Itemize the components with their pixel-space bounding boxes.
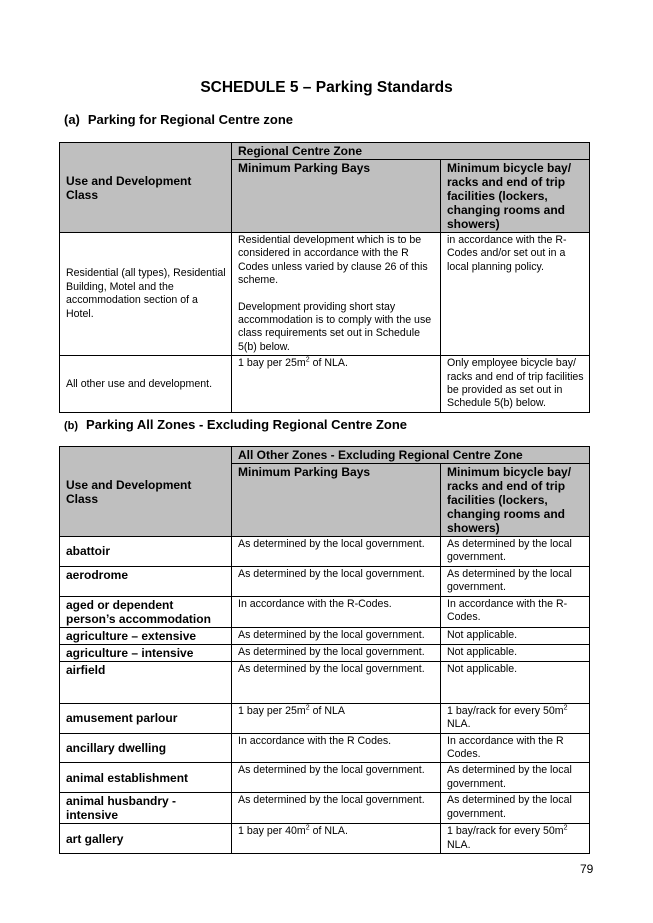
zone-header: Regional Centre Zone xyxy=(232,143,590,160)
bicycle-cell: As determined by the local government. xyxy=(441,566,590,596)
section-b-label: (b) xyxy=(64,420,79,432)
use-class-cell: art gallery xyxy=(60,824,232,854)
parking-cell: In accordance with the R-Codes. xyxy=(232,596,441,627)
table-row xyxy=(60,763,590,793)
bicycle-cell: As determined by the local government. xyxy=(441,763,590,793)
bicycle-cell: 1 bay/rack for every $50m^2$ NLA. xyxy=(441,824,590,854)
use-class-cell: Residential (all types), Residential Building, Motel and the accommodation section of a Hotel. xyxy=(60,233,232,356)
bicycle-cell: In accordance with the R-Codes. xyxy=(441,596,590,627)
bicycle-cell: 1 bay/rack for every $50m^2$ NLA. xyxy=(441,703,590,733)
use-class-cell: abattoir xyxy=(60,537,232,567)
parking-cell: As determined by the local government. xyxy=(232,661,441,703)
parking-column-header: Minimum Parking Bays xyxy=(232,160,441,233)
table-row xyxy=(60,356,590,413)
table-row xyxy=(60,537,590,567)
bicycle-cell: As determined by the local government. xyxy=(441,793,590,824)
bicycle-cell: As determined by the local government. xyxy=(441,537,590,567)
parking-cell: As determined by the local government. xyxy=(232,537,441,567)
section-a-label: (a) xyxy=(64,112,80,127)
table-row xyxy=(60,661,590,703)
parking-cell xyxy=(232,233,441,356)
parking-cell: As determined by the local government. xyxy=(232,763,441,793)
table-row xyxy=(60,733,590,763)
table-row xyxy=(60,793,590,824)
table-row xyxy=(60,627,590,644)
bicycle-cell: Not applicable. xyxy=(441,627,590,644)
use-class-cell: amusement parlour xyxy=(60,703,232,733)
bicycle-cell: In accordance with the R Codes. xyxy=(441,733,590,763)
table-row xyxy=(60,566,590,596)
parking-cell: As determined by the local government. xyxy=(232,566,441,596)
section-a-heading xyxy=(64,112,293,127)
use-class-cell: aged or dependent person’s accommodation xyxy=(60,596,232,627)
table-row xyxy=(60,596,590,627)
use-class-cell: airfield xyxy=(60,661,232,703)
parking-paragraph: Residential development which is to be considered in accordance with the R Codes unless varied by clause 26 of this scheme. xyxy=(238,234,428,287)
bicycle-cell: Not applicable. xyxy=(441,661,590,703)
use-class-cell: animal husbandry - intensive xyxy=(60,793,232,824)
parking-cell: In accordance with the R Codes. xyxy=(232,733,441,763)
use-class-cell: agriculture – intensive xyxy=(60,644,232,661)
table-row xyxy=(60,233,590,356)
all-zones-parking-table xyxy=(59,446,590,854)
parking-column-header: Minimum Parking Bays xyxy=(232,464,441,537)
use-class-cell: animal establishment xyxy=(60,763,232,793)
page-title: SCHEDULE 5 – Parking Standards xyxy=(200,79,453,96)
parking-cell: As determined by the local government. xyxy=(232,793,441,824)
section-b-heading xyxy=(64,417,407,432)
regional-centre-parking-table xyxy=(59,142,590,413)
parking-paragraph: Development providing short stay accommodation is to comply with the use class requirements set out in Schedule 5(b) below. xyxy=(238,300,432,353)
bicycle-cell: in accordance with the R-Codes and/or set out in a local planning policy. xyxy=(441,233,590,356)
bicycle-cell: Only employee bicycle bay/ racks and end of trip facilities be provided as set out in Schedule 5(b) below. xyxy=(441,356,590,413)
parking-cell: 1 bay per $25m^2$ of NLA xyxy=(232,703,441,733)
use-class-header: Use and Development Class xyxy=(60,447,232,537)
section-a-title: Parking for Regional Centre zone xyxy=(87,112,294,127)
use-class-cell: ancillary dwelling xyxy=(60,733,232,763)
bicycle-column-header: Minimum bicycle bay/ racks and end of trip facilities (lockers, changing rooms and showers) xyxy=(441,464,590,537)
section-b-title: Parking All Zones - Excluding Regional Centre Zone xyxy=(86,417,407,432)
parking-cell: As determined by the local government. xyxy=(232,644,441,661)
table-row xyxy=(60,703,590,733)
table-row xyxy=(60,644,590,661)
parking-cell: 1 bay per $25m^2$ of NLA. xyxy=(232,356,441,413)
bicycle-cell: Not applicable. xyxy=(441,644,590,661)
use-class-cell: agriculture – extensive xyxy=(60,627,232,644)
use-class-header: Use and Development Class xyxy=(60,143,232,233)
use-class-cell: All other use and development. xyxy=(60,356,232,413)
use-class-cell: aerodrome xyxy=(60,566,232,596)
page-number: 79 xyxy=(580,862,594,876)
parking-cell: 1 bay per $40m^2$ of NLA. xyxy=(232,824,441,854)
table-row xyxy=(60,824,590,854)
parking-cell: As determined by the local government. xyxy=(232,627,441,644)
bicycle-column-header: Minimum bicycle bay/ racks and end of trip facilities (lockers, changing rooms and showers) xyxy=(441,160,590,233)
zone-header: All Other Zones - Excluding Regional Centre Zone xyxy=(232,447,590,464)
